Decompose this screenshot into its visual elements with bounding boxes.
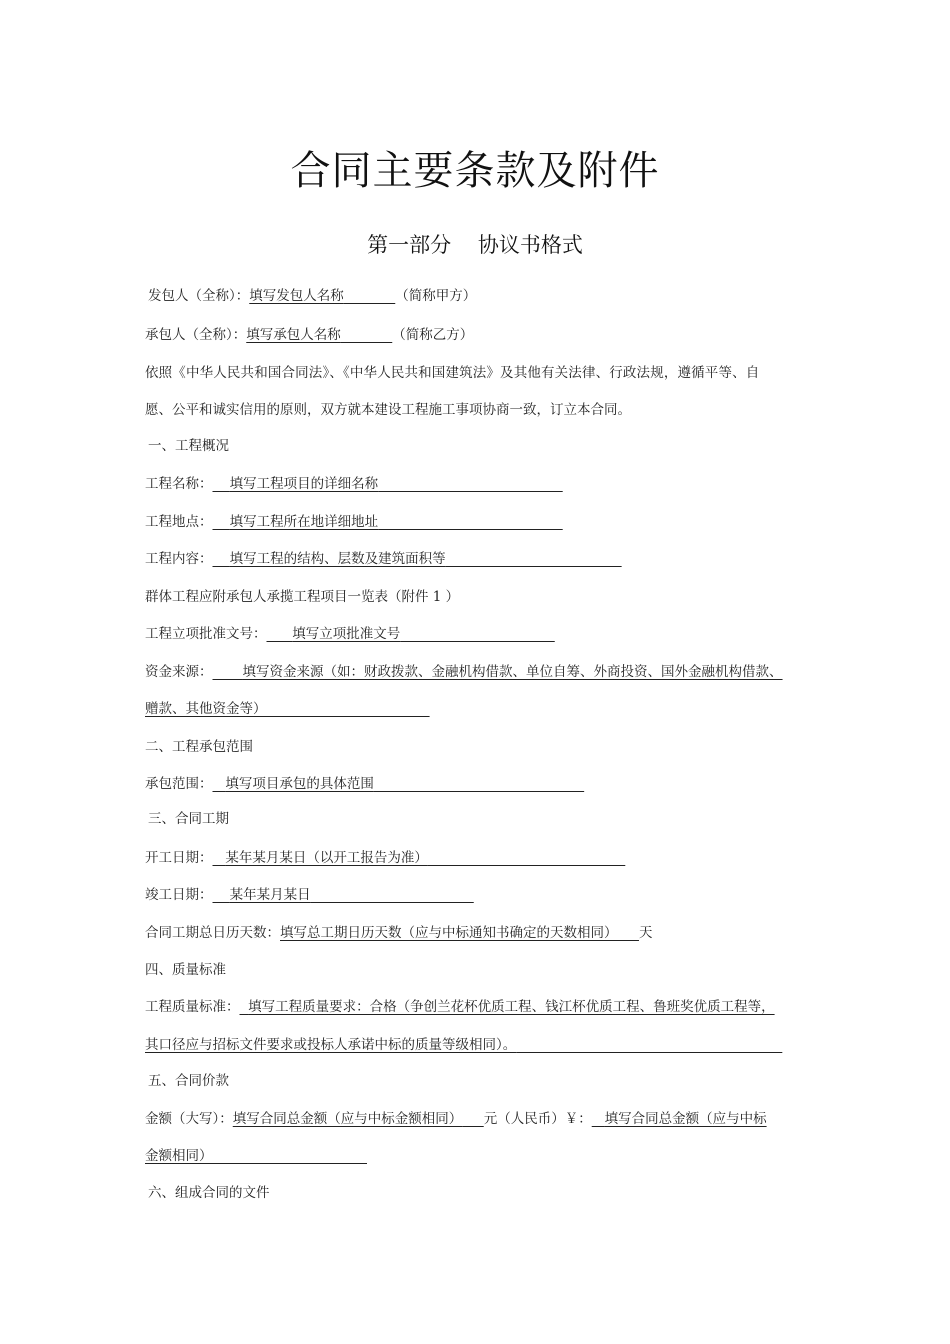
group-project-note: 群体工程应附承包人承揽工程项目一览表（附件 1 ） — [145, 589, 460, 605]
amount-in-figures-field-cont: 金额相同） — [145, 1148, 213, 1164]
document-subtitle: 第一部分 协议书格式 — [367, 233, 583, 257]
quality-standard-label: 工程质量标准： — [145, 999, 240, 1015]
start-date-line — [145, 847, 808, 869]
employer-label: 发包人（全称）： — [148, 288, 250, 304]
contractor-line — [145, 324, 808, 346]
approval-number-line — [145, 623, 808, 645]
document-title: 合同主要条款及附件 — [290, 148, 660, 194]
section-3-heading: 三、合同工期 — [148, 811, 229, 827]
funding-source-label: 资金来源： — [145, 664, 213, 680]
employer-name-field: 填写发包人名称 — [249, 288, 344, 304]
contract-amount-label: 金额（大写）： — [145, 1111, 233, 1127]
amount-in-figures-field: 填写合同总金额（应与中标 — [604, 1111, 767, 1127]
total-duration-unit: 天 — [638, 925, 653, 941]
employer-short-name: （简称甲方） — [395, 288, 477, 304]
approval-number-field: 填写立项批准文号 — [292, 626, 401, 642]
contract-amount-line-1 — [145, 1108, 808, 1130]
funding-source-field: 填写资金来源（如：财政拨款、金融机构借款、单位自筹、外商投资、国外金融机构借款、 — [242, 664, 783, 680]
project-location-line — [145, 511, 808, 533]
start-date-field: 某年某月某日（以开工报告为准） — [225, 850, 428, 866]
project-name-label: 工程名称： — [145, 476, 213, 492]
contract-amount-line-2 — [145, 1145, 808, 1167]
currency-label: 元（人民币）￥： — [483, 1111, 592, 1127]
project-content-label: 工程内容： — [145, 551, 213, 567]
quality-standard-field-cont: 其口径应与招标文件要求或投标人承诺中标的质量等级相同）。 — [145, 1037, 517, 1053]
project-location-field: 填写工程所在地详细地址 — [229, 514, 379, 530]
preamble-line-2: 愿、公平和诚实信用的原则，双方就本建设工程施工事项协商一致，订立本合同。 — [145, 402, 631, 418]
quality-standard-field: 填写工程质量要求：合格（争创兰花杯优质工程、钱江杯优质工程、鲁班奖优质工程等， — [248, 999, 775, 1015]
quality-standard-line-2 — [145, 1034, 808, 1056]
approval-number-label: 工程立项批准文号： — [145, 626, 267, 642]
funding-source-line-1 — [145, 661, 808, 683]
project-content-line — [145, 548, 808, 570]
finish-date-label: 竣工日期： — [145, 887, 213, 903]
total-duration-line — [145, 922, 808, 944]
total-duration-label: 合同工期总日历天数： — [145, 925, 280, 941]
preamble-line-1: 依照《中华人民共和国合同法》、《中华人民共和国建筑法》及其他有关法律、行政法规，遵循平等、自 — [145, 365, 760, 381]
contractor-label: 承包人（全称）： — [145, 327, 247, 343]
total-duration-field: 填写总工期日历天数（应与中标通知书确定的天数相同） — [280, 925, 618, 941]
section-4-heading: 四、质量标准 — [145, 962, 226, 978]
contractor-name-field: 填写承包人名称 — [246, 327, 341, 343]
project-location-label: 工程地点： — [145, 514, 213, 530]
project-content-field: 填写工程的结构、层数及建筑面积等 — [229, 551, 446, 567]
contract-scope-field: 填写项目承包的具体范围 — [225, 776, 374, 792]
project-name-field: 填写工程项目的详细名称 — [229, 476, 379, 492]
section-2-heading: 二、工程承包范围 — [145, 739, 253, 755]
employer-line — [148, 285, 808, 307]
section-5-heading: 五、合同价款 — [148, 1073, 229, 1089]
funding-source-field-cont: 赠款、其他资金等） — [145, 701, 267, 717]
project-name-line — [145, 473, 808, 495]
contractor-short-name: （简称乙方） — [392, 327, 474, 343]
funding-source-line-2 — [145, 698, 808, 720]
finish-date-field: 某年某月某日 — [229, 887, 311, 903]
start-date-label: 开工日期： — [145, 850, 213, 866]
section-1-heading: 一、工程概况 — [148, 438, 229, 454]
finish-date-line — [145, 884, 808, 906]
section-6-heading: 六、组成合同的文件 — [148, 1185, 270, 1201]
quality-standard-line-1 — [145, 996, 808, 1018]
amount-in-words-field: 填写合同总金额（应与中标金额相同） — [232, 1111, 463, 1127]
contract-scope-line — [145, 773, 808, 795]
contract-scope-label: 承包范围： — [145, 776, 213, 792]
